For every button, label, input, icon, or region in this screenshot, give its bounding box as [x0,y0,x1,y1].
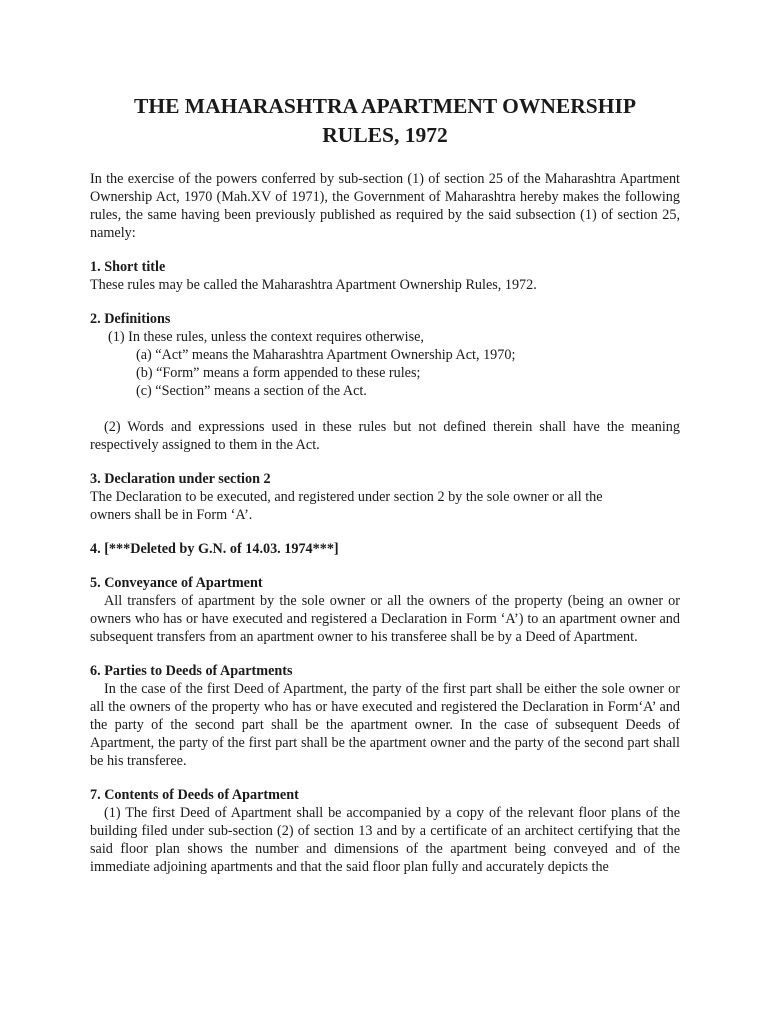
section-7 [90,786,680,876]
section-6-text: In the case of the first Deed of Apartment, the party of the first part shall be either the sole owner or all the owners of the property who has or have executed and registered the Declaration in Form‘A’ and the party of the second part shall be the apartment owner. In the case of subsequent Deeds of Apartment, the party of the first part shall be the apartment owner and the party of the second part shall be his transferee. [90,681,680,769]
section-3 [90,470,680,524]
definition-item-c: (c) “Section” means a section of the Act. [136,383,367,399]
section-4-heading: 4. [***Deleted by G.N. of 14.03. 1974***] [90,541,339,557]
section-7-text: (1) The first Deed of Apartment shall be accompanied by a copy of the relevant floor plans of the building filed under sub-section (2) of section 13 and by a certificate of an architect certifying that the said floor plan shows the number and dimensions of the apartment being conveyed and of the immediate adjoining apartments and that the said floor plan fully and accurately depicts the [90,805,680,875]
definition-item-b: (b) “Form” means a form appended to these rules; [136,365,421,381]
section-2-intro: (1) In these rules, unless the context requires otherwise, [108,329,424,345]
section-6 [90,662,680,770]
section-3-text: The Declaration to be executed, and registered under section 2 by the sole owner or all the owners shall be in Form ‘A’. [90,489,603,523]
section-2-subsection-2 [90,418,680,454]
preamble [90,170,680,242]
preamble-text: In the exercise of the powers conferred by sub-section (1) of section 25 of the Maharashtra Apartment Ownership Act, 1970 (Mah.XV of 1971), the Government of Maharashtra hereby makes the following rules, the same having been previously published as required by the said subsection (1) of section 25, namely: [90,171,680,241]
document-page [90,92,680,892]
section-1-text: These rules may be called the Maharashtra Apartment Ownership Rules, 1972. [90,277,537,293]
section-5 [90,574,680,646]
section-2-sub2-text: (2) Words and expressions used in these rules but not defined therein shall have the meaning respectively assigned to them in the Act. [90,419,680,453]
section-2-heading: 2. Definitions [90,311,171,327]
section-5-text: All transfers of apartment by the sole owner or all the owners of the property (being an owner or owners who has or have executed and registered a Declaration in Form ‘A’) to an apartment owner and subsequent transfers from an apartment owner to his transferee shall be by a Deed of Apartment. [90,593,680,645]
section-6-heading: 6. Parties to Deeds of Apartments [90,663,293,679]
title-line-1: THE MAHARASHTRA APARTMENT OWNERSHIP [134,94,636,118]
section-2 [90,310,680,400]
title-line-2: RULES, 1972 [322,123,448,147]
section-4 [90,540,680,558]
document-title [90,92,680,150]
definition-item-a: (a) “Act” means the Maharashtra Apartment Ownership Act, 1970; [136,347,516,363]
section-1-heading: 1. Short title [90,259,166,275]
section-3-heading: 3. Declaration under section 2 [90,471,271,487]
section-7-heading: 7. Contents of Deeds of Apartment [90,787,299,803]
section-1 [90,258,680,294]
section-5-heading: 5. Conveyance of Apartment [90,575,263,591]
